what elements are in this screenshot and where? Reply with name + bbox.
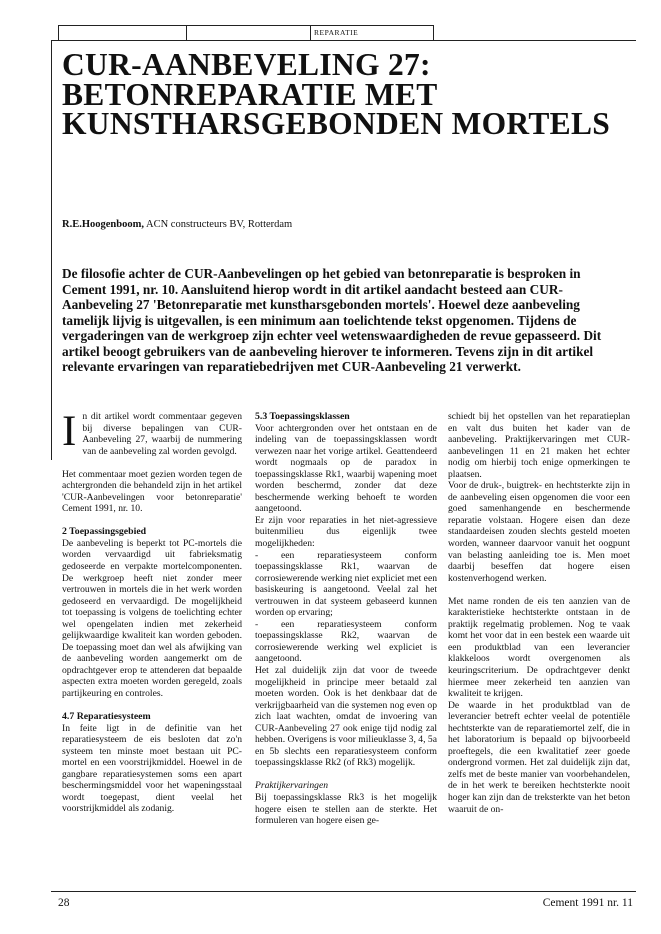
paragraph: De waarde in het produktblad van de leverancier betreft echter veelal de potentiële hechtsterkte van de reparatiemortel zelf, die in het laboratorium is bepaald op bijvoorbeeld proeftegels, die een kwalitatief zeer goede ondergrond vormen. Het zal duidelijk zijn dat, zelfs met de beste manier van voorbehandelen, de in het werk te bereiken hechtsterkte nooit hoger kan zijn dan de treksterkte van het beton waaruit de on-: [448, 699, 630, 815]
author-line: [62, 219, 292, 230]
section-label: REPARATIE: [314, 28, 359, 37]
column-3: [448, 411, 630, 815]
journal-reference: Cement 1991 nr. 11: [542, 897, 633, 909]
paragraph: Voor achtergronden over het ontstaan en de indeling van de toepassingsklassen wordt verwezen naar het vorige artikel. Geattendeerd wordt nogmaals op de paradox in toepassingsklasse Rk1, waarbij wapening moet worden beschermd, zonder dat deze beschermende werking behoeft te worden aangetoond.: [255, 422, 437, 515]
section-heading: 5.3 Toepassingsklassen: [255, 411, 350, 422]
top-rule: [51, 40, 636, 41]
paragraph: Het zal duidelijk zijn dat voor de tweede mogelijkheid in principe meer betaald zal moeten worden. Ook is het denkbaar dat de verkrijgbaarheid van die systemen nog even op zich laat wachten, omdat de invoering van CUR-Aanbeveling 27 ook enige tijd nodig zal hebben. Overigens is voor milieuklasse 3, 4, 5a en 5b slechts een reparatiesysteem conform toepassingsklasse Rk2 (of Rk3) mogelijk.: [255, 665, 437, 769]
lead-paragraph: De filosofie achter de CUR-Aanbevelingen op het gebied van betonreparatie is besproken in Cement 1991, nr. 10. Aansluitend hierop wordt in dit artikel aandacht besteed aan CUR-Aanbeveling 27 'Betonreparatie met kunstharsgebonden mortels'. Hoewel deze aanbeveling tamelijk lijvig is uitgevallen, is een minimum aan toelichtende tekst opgenomen. Tijdens de vergaderingen van de werkgroep zijn echter veel wetenswaardigheden de revue gepasseerd. Dit artikel beoogt gebruikers van de aanbeveling hierover te informeren. Tevens zijn in dit artikel relevante ervaringen van reparatiebedrijven met CUR-Aanbeveling 21 verwerkt.: [62, 266, 602, 374]
section-heading: 4.7 Reparatiesysteem: [62, 711, 151, 723]
paragraph: Bij toepassingsklasse Rk3 is het mogelijk hogere eisen te stellen aan de sterkte. Het formuleren van hogere eisen ge-: [255, 792, 437, 827]
list-item: - een reparatiesysteem conform toepassingsklasse Rk1, waarvan de corrosiewerende werking niet expliciet met een basiskeuring is aangetoond. Veelal zal het vertrouwen in dat systeem gebaseerd kunnen worden op ervaring;: [255, 549, 437, 619]
article-title: CUR-AANBEVELING 27: BETONREPARATIE MET KUNSTHARSGEBONDEN MORTELS: [62, 47, 611, 141]
paragraph: Voor de druk-, buigtrek- en hechtsterkte zijn in de aanbeveling eisen opgenomen die voor een goed samenhangende en beschermende reparatie volstaan. Hogere eisen dan deze standaardeisen zouden slechts gesteld moeten worden, wanneer daarvoor vanuit het oogpunt van belasting aanleiding toe is. Men moet daarbij beseffen dat hogere eisen kostenverhogend werken.: [448, 480, 630, 584]
paragraph: Het commentaar moet gezien worden tegen de achtergronden die behandeld zijn in het artikel 'CUR-Aanbevelingen voor betonreparatie' Cement 1991, nr. 10.: [62, 468, 242, 515]
column-2: [255, 411, 437, 827]
section-header: [58, 25, 434, 41]
left-rule: [51, 40, 52, 460]
footer-rule: [51, 891, 636, 892]
author-affiliation: ACN constructeurs BV, Rotterdam: [143, 219, 293, 230]
paragraph: Er zijn voor reparaties in het niet-agressieve buitenmilieu dus eigenlijk twee mogelijkheden:: [255, 514, 437, 550]
section-heading: 2 Toepassingsgebied: [62, 526, 147, 538]
drop-cap: I: [62, 408, 77, 455]
subheading: Praktijkervaringen: [255, 780, 328, 792]
paragraph: schiedt bij het opstellen van het reparatieplan en valt dus buiten het kader van de aanbeveling. Praktijkervaringen met CUR-aanbevelingen 11 en 21 maken het echter nodig om hierbij toch enige opmerkingen te plaatsen.: [448, 411, 630, 480]
page-number: 28: [58, 897, 70, 909]
author-name: R.E.Hoogenboom,: [62, 219, 144, 230]
intro-paragraph: In dit artikel wordt commentaar gegeven bij diverse bepalingen van CUR-Aanbeveling 27, waarbij de nummering van de aanbeveling zal worden gevolgd.: [62, 408, 242, 457]
paragraph: Met name ronden de eis ten aanzien van de karakteristieke hechtsterkte ontstaan in de praktijk regelmatig problemen. Nog te vaak komt het voor dat in een bestek een waarde uit een produktblad van een leverancier klakkeloos wordt overgenomen als keuringscriterium. De opdrachtgever denkt hiermee meer zekerheid ten aanzien van kwaliteit te krijgen.: [448, 595, 630, 700]
list-item: - een reparatiesysteem conform toepassingsklasse Rk2, waarvan de corrosiewerende werking wel expliciet is aangetoond.: [255, 618, 437, 665]
column-1: [62, 408, 242, 815]
header-divider: [186, 26, 187, 40]
paragraph: De aanbeveling is beperkt tot PC-mortels die worden vervaardigd uit fabrieksmatig gedoseerde en verpakte mortelcomponenten. De werkgroep heeft niet zonder meer vertrouwen in mortels die in het werk worden gedoseerd en vervaardigd. De mogelijkheid tot toepassing is volgens de toelichting echter wel opengelaten indien met zekerheid gelijkwaardige kwaliteit kan worden geboden. De toepassing moet dan wel als afwijking van de aanbeveling worden aangemerkt om de opdrachtgever erop te attenderen dat bepaalde aspecten extra moeten worden geregeld, zoals partijkeuring en controles.: [62, 537, 242, 700]
paragraph: In feite ligt in de definitie van het reparatiesysteem de eis besloten dat zo'n systeem ten minste moet bestaan uit PC-mortel en een voorstrijkmiddel. Hoewel in de gangbare reparatiesystemen soms een apart beschermingsmiddel voor het wapeningsstaal wordt toegepast, dient veelal het voorstrijkmiddel als zodanig.: [62, 722, 242, 815]
